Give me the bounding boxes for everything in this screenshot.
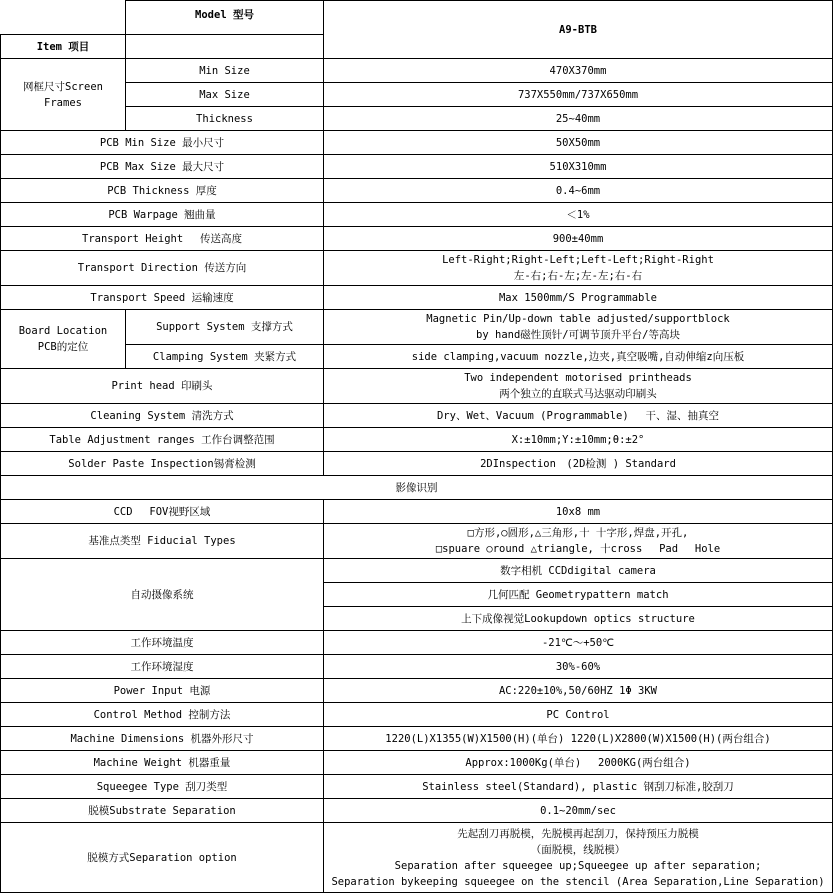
table-row <box>1 500 833 524</box>
squeegee-type-value: Stainless steel(Standard), plastic 钢刮刀标准,胶刮刀 <box>324 775 833 799</box>
separation-option-label: 脱模方式Separation option <box>1 823 324 893</box>
print-head-label: Print head 印刷头 <box>1 369 324 404</box>
transport-height-value: 900±40mm <box>324 227 833 251</box>
max-size-label: Max Size <box>126 83 324 107</box>
board-location-line-2: PCB的定位 <box>37 341 89 353</box>
max-size-value: 737X550mm/737X650mm <box>324 83 833 107</box>
table-row <box>1 679 833 703</box>
table-row <box>1 452 833 476</box>
section-row <box>1 476 833 500</box>
board-location-line-1: Board Location <box>18 325 108 337</box>
model-value: A9-BTB <box>324 1 833 59</box>
table-row <box>1 655 833 679</box>
camera-system-value-1: 数字相机 CCDdigital camera <box>324 559 833 583</box>
pcb-max-size-label: PCB Max Size 最大尺寸 <box>1 155 324 179</box>
support-line-1: Magnetic Pin/Up-down table adjusted/supportblock <box>426 313 730 325</box>
pcb-thickness-value: 0.4~6mm <box>324 179 833 203</box>
print-head-line-1: Two independent motorised printheads <box>464 372 692 384</box>
table-row <box>1 727 833 751</box>
spi-label: Solder Paste Inspection锡膏检测 <box>1 452 324 476</box>
transport-height-label: Transport Height 传送高度 <box>1 227 324 251</box>
cleaning-system-label: Cleaning System 清洗方式 <box>1 404 324 428</box>
camera-system-value-2: 几何匹配 Geometrypattern match <box>324 583 833 607</box>
table-row <box>1 631 833 655</box>
min-size-value: 470X370mm <box>324 59 833 83</box>
transport-speed-value: Max 1500mm/S Programmable <box>324 286 833 310</box>
fiducial-line-1: □方形,○圆形,△三角形,十 十字形,焊盘,开孔, <box>467 527 689 539</box>
model-label: Model 型号 <box>126 1 324 35</box>
camera-system-label: 自动摄像系统 <box>1 559 324 631</box>
ccd-fov-label: CCD FOV视野区域 <box>1 500 324 524</box>
table-row <box>1 286 833 310</box>
separation-line-1: 先起刮刀再脱模，先脱模再起刮刀，保持预压力脱模 <box>457 827 699 840</box>
board-location-label <box>1 310 126 369</box>
support-system-label: Support System 支撑方式 <box>126 310 324 345</box>
pcb-warpage-value: ＜1% <box>324 203 833 227</box>
support-line-2: by hand磁性顶针/可调节顶升平台/等高块 <box>476 329 680 341</box>
transport-direction-line-1: Left-Right;Right-Left;Left-Left;Right-Right <box>442 254 714 266</box>
separation-line-2: （面脱模，线脱模） <box>530 843 626 856</box>
thickness-label: Thickness <box>126 107 324 131</box>
table-row <box>1 251 833 286</box>
fiducial-types-label: 基准点类型 Fiducial Types <box>1 524 324 559</box>
machine-weight-label: Machine Weight 机器重量 <box>1 751 324 775</box>
transport-direction-line-2: 左-右;右-左;左-左;右-右 <box>513 270 643 282</box>
humidity-value: 30%-60% <box>324 655 833 679</box>
table-row <box>1 203 833 227</box>
table-row <box>1 59 833 83</box>
separation-line-3: Separation after squeegee up;Squeegee up after separation; <box>394 859 762 872</box>
pcb-warpage-label: PCB Warpage 翘曲量 <box>1 203 324 227</box>
table-row <box>1 559 833 583</box>
clamping-system-label: Clamping System 夹紧方式 <box>126 345 324 369</box>
table-row <box>1 345 833 369</box>
separation-option-value <box>324 823 833 893</box>
humidity-label: 工作环境湿度 <box>1 655 324 679</box>
support-system-value <box>324 310 833 345</box>
machine-dimensions-value: 1220(L)X1355(W)X1500(H)(单台) 1220(L)X2800(W)X1500(H)(两台组合) <box>324 727 833 751</box>
print-head-line-2: 两个独立的直联式马达驱动印刷头 <box>499 388 657 400</box>
table-row <box>1 131 833 155</box>
table-adjustment-label: Table Adjustment ranges 工作台调整范围 <box>1 428 324 452</box>
pcb-min-size-value: 50X50mm <box>324 131 833 155</box>
temperature-value: -21℃～+50℃ <box>324 631 833 655</box>
transport-speed-label: Transport Speed 运输速度 <box>1 286 324 310</box>
substrate-separation-value: 0.1~20mm/sec <box>324 799 833 823</box>
table-adjustment-value: X:±10mm;Y:±10mm;θ:±2° <box>324 428 833 452</box>
temperature-label: 工作环境温度 <box>1 631 324 655</box>
header-row <box>1 1 833 35</box>
table-row <box>1 428 833 452</box>
substrate-separation-label: 脱模Substrate Separation <box>1 799 324 823</box>
pcb-min-size-label: PCB Min Size 最小尺寸 <box>1 131 324 155</box>
transport-direction-label: Transport Direction 传送方向 <box>1 251 324 286</box>
power-input-label: Power Input 电源 <box>1 679 324 703</box>
table-row <box>1 404 833 428</box>
table-row <box>1 703 833 727</box>
clamping-system-value: side clamping,vacuum nozzle,边夹,真空吸嘴,自动伸缩z向压板 <box>324 345 833 369</box>
table-row <box>1 751 833 775</box>
control-method-label: Control Method 控制方法 <box>1 703 324 727</box>
item-label: Item 项目 <box>1 35 126 59</box>
table-row <box>1 107 833 131</box>
table-row <box>1 179 833 203</box>
cleaning-system-value: Dry、Wet、Vacuum (Programmable) 干、湿、抽真空 <box>324 404 833 428</box>
power-input-value: AC:220±10%,50/60HZ 1Φ 3KW <box>324 679 833 703</box>
pcb-max-size-value: 510X310mm <box>324 155 833 179</box>
transport-direction-value <box>324 251 833 286</box>
squeegee-type-label: Squeegee Type 刮刀类型 <box>1 775 324 799</box>
machine-dimensions-label: Machine Dimensions 机器外形尺寸 <box>1 727 324 751</box>
header-corner <box>1 1 126 35</box>
table-row <box>1 823 833 893</box>
ccd-fov-value: 10x8 mm <box>324 500 833 524</box>
table-row <box>1 155 833 179</box>
table-row <box>1 83 833 107</box>
pcb-thickness-label: PCB Thickness 厚度 <box>1 179 324 203</box>
vision-section-title: 影像识别 <box>1 476 833 500</box>
thickness-value: 25~40mm <box>324 107 833 131</box>
print-head-value <box>324 369 833 404</box>
table-row <box>1 227 833 251</box>
table-row <box>1 775 833 799</box>
fiducial-types-value <box>324 524 833 559</box>
table-row <box>1 799 833 823</box>
screen-frames-label: 网框尺寸Screen Frames <box>1 59 126 131</box>
camera-system-value-3: 上下成像视觉Lookupdown optics structure <box>324 607 833 631</box>
table-row <box>1 369 833 404</box>
control-method-value: PC Control <box>324 703 833 727</box>
item-blank <box>126 35 324 59</box>
machine-weight-value: Approx:1000Kg(单台) 2000KG(两台组合) <box>324 751 833 775</box>
table-row <box>1 524 833 559</box>
spi-value: 2DInspection (2D检测 ) Standard <box>324 452 833 476</box>
separation-line-4: Separation bykeeping squeegee on the stencil (Area Separation,Line Separation) <box>331 875 825 888</box>
table-row <box>1 310 833 345</box>
min-size-label: Min Size <box>126 59 324 83</box>
fiducial-line-2: □spuare ○round △triangle, 十cross Pad Hole <box>435 543 721 555</box>
